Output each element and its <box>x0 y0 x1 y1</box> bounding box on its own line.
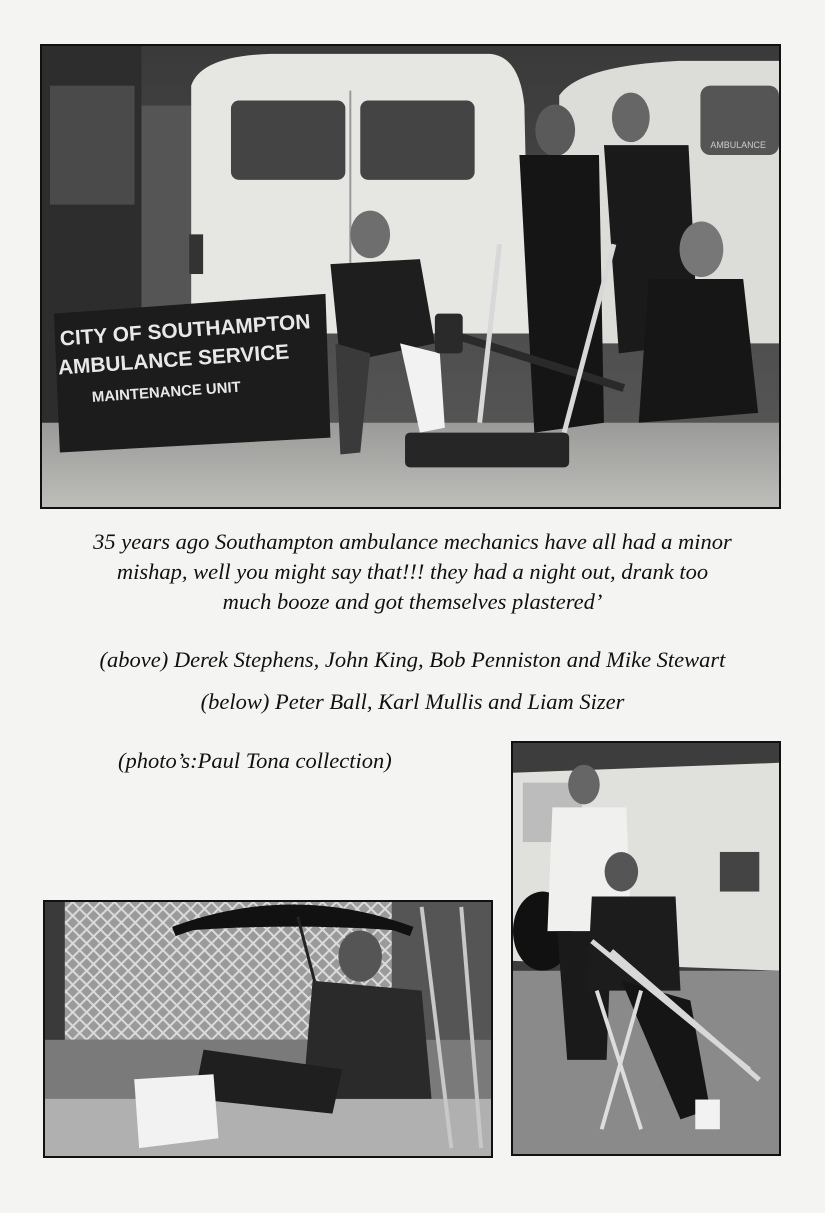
sign-line-1: CITY OF SOUTHAMPTON <box>59 310 312 351</box>
bottom-left-photo <box>43 900 493 1158</box>
photo-credit: (photo’s:Paul Tona collection) <box>118 748 392 773</box>
sign-line-3: MAINTENANCE UNIT <box>91 379 242 406</box>
caption-below-names: (below) Peter Ball, Karl Mullis and Liam Sizer <box>200 689 625 714</box>
sign-line-2: AMBULANCE SERVICE <box>57 340 290 380</box>
van-side-label: AMBULANCE <box>710 140 766 151</box>
main-photo-image <box>42 46 779 507</box>
bottom-right-photo <box>511 741 781 1156</box>
caption-line-1: 35 years ago Southampton ambulance mechanics have all had a minor <box>93 529 732 554</box>
caption-line-3: much booze and got themselves plastered’ <box>222 589 603 614</box>
bottom-left-photo-image <box>45 902 491 1156</box>
bottom-right-photo-image <box>513 743 779 1154</box>
caption-line-2: mishap, well you might say that!!! they had a night out, drank too <box>116 559 709 584</box>
main-photo <box>40 44 781 509</box>
caption-above-names: (above) Derek Stephens, John King, Bob Penniston and Mike Stewart <box>99 647 726 672</box>
